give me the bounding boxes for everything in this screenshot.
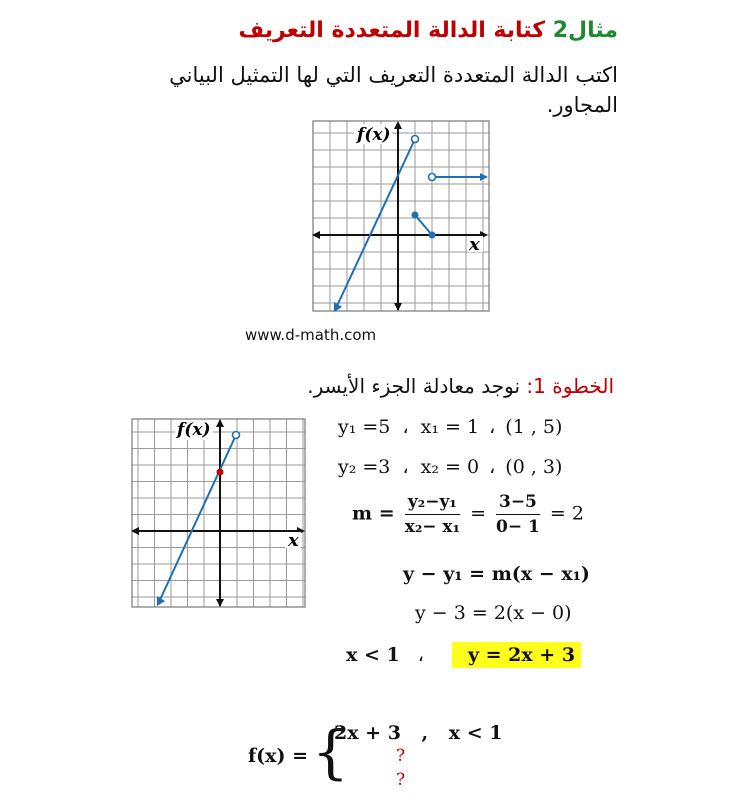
point-1-x: x₁ = 1 <box>420 416 480 438</box>
substituted-equation: y − 3 = 2(x − 0) <box>415 602 572 624</box>
piecewise-brace: { <box>312 718 349 786</box>
website-watermark: www.d-math.com <box>245 326 377 344</box>
y-axis-2-arrow-down <box>216 599 224 607</box>
left-piece-line <box>336 139 415 308</box>
point-1-line <box>338 416 562 438</box>
right-piece-arrow <box>480 173 488 181</box>
example-title <box>239 18 619 43</box>
y-axis-2-arrow-up <box>216 419 224 427</box>
step-1-text: نوجد معادلة الجزء الأيسر. <box>307 374 521 398</box>
grid-lines <box>313 121 489 311</box>
closed-point-2-0 <box>429 232 436 239</box>
final-equation-line <box>346 644 581 666</box>
instruction-text: اكتب الدالة المتعددة التعريف التي لها التمثيل البياني المجاور. <box>169 63 618 117</box>
closed-point-1-1 <box>412 212 419 219</box>
final-sep: ، <box>417 644 424 666</box>
slope-numerator-numeric: 3−5 <box>496 492 540 515</box>
open-point-2-3 <box>429 174 436 181</box>
slope-equals: = <box>470 502 486 525</box>
piecewise-lhs: f(x) = <box>248 745 309 767</box>
condition-x-less-1: x < 1 <box>346 644 400 666</box>
y-axis-arrow-up <box>394 121 402 129</box>
point-2-line <box>338 456 562 478</box>
piecewise-row-3-unknown: ? <box>396 770 406 790</box>
piecewise-row-1-sep: , <box>421 722 429 744</box>
graph-2-border <box>132 419 305 607</box>
step-1-label: الخطوة 1: <box>526 374 614 398</box>
point-2-x: x₂ = 0 <box>420 456 480 478</box>
point-2-y: y₂ =3 <box>338 456 391 478</box>
grid-lines-2 <box>132 419 305 607</box>
slope-fraction-numeric <box>496 492 540 537</box>
step-1-heading <box>307 374 614 398</box>
y-axis-label: f(x) <box>357 125 391 145</box>
slope-numerator-symbolic: y₂−y₁ <box>405 492 460 515</box>
slope-fraction-symbolic <box>405 492 460 537</box>
piecewise-row-1 <box>334 722 503 744</box>
x-axis-label-2: x <box>288 530 299 551</box>
slope-formula <box>352 492 584 537</box>
point-2-coord: (0 , 3) <box>505 456 563 478</box>
example-heading: كتابة الدالة المتعددة التعريف <box>238 18 546 43</box>
slope-lhs: m = <box>352 502 395 525</box>
graph-piecewise <box>312 120 490 312</box>
example-number: مثال2 <box>552 18 618 43</box>
point-slope-form: y − y₁ = m(x − x₁) <box>403 563 590 585</box>
slope-denominator-symbolic: x₂− x₁ <box>404 517 461 537</box>
slope-denominator-numeric: 0− 1 <box>496 517 540 537</box>
open-point-1-5 <box>412 136 419 143</box>
point-1-y: y₁ =5 <box>338 416 391 438</box>
graph-left-piece <box>131 418 306 608</box>
y-axis-arrow-down <box>394 303 402 311</box>
y-intercept-point <box>217 469 224 476</box>
highlighted-equation: y = 2x + 3 <box>452 642 581 668</box>
piecewise-row-1-expr: 2x + 3 <box>334 722 401 744</box>
slope-result: = 2 <box>549 502 584 525</box>
piecewise-row-1-cond: x < 1 <box>448 722 503 744</box>
y-axis-label-2: f(x) <box>177 420 211 440</box>
point-2-sep: ، <box>402 456 409 478</box>
point-1-sep2: ، <box>489 416 496 438</box>
point-1-coord: (1 , 5) <box>505 416 563 438</box>
open-point-1-5-b <box>233 432 240 439</box>
point-2-sep2: ، <box>489 456 496 478</box>
point-1-sep: ، <box>402 416 409 438</box>
piecewise-row-2-unknown: ? <box>396 746 406 766</box>
x-axis-label: x <box>469 234 480 255</box>
